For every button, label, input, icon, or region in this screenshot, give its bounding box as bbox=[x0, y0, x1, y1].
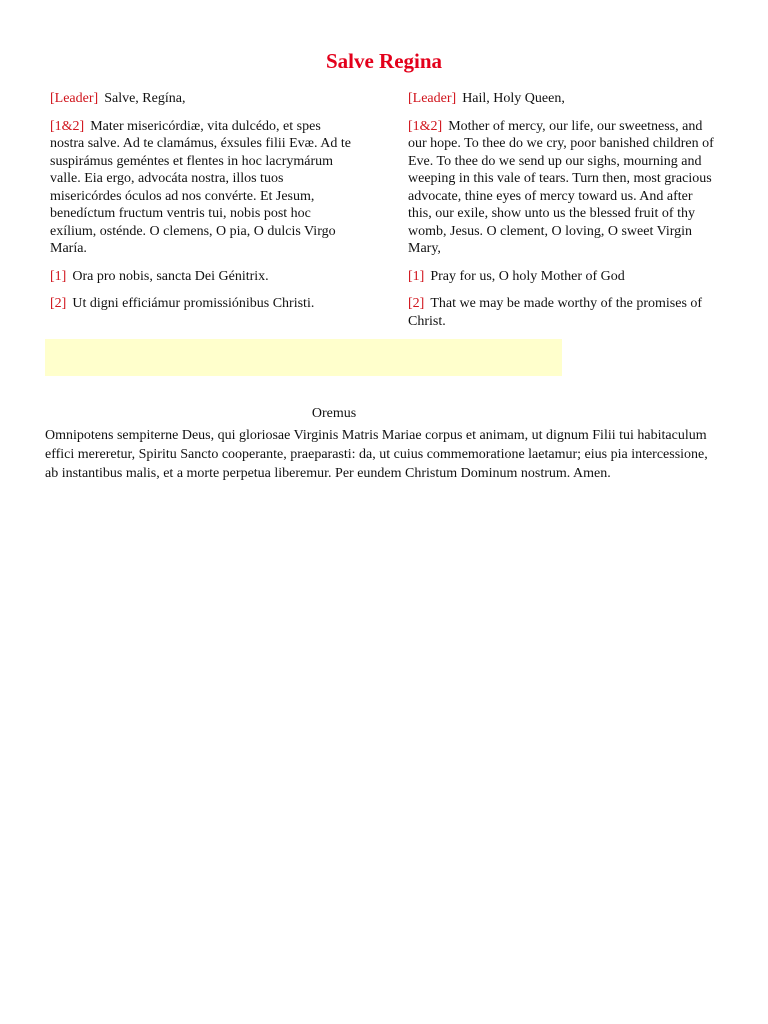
verse-text: That we may be made worthy of the promises of Christ. bbox=[408, 296, 703, 329]
verse-marker: [1&2] bbox=[408, 118, 443, 134]
page-title: Salve Regina bbox=[325, 49, 443, 73]
latin-verse-1and2 bbox=[50, 118, 356, 258]
english-verse-leader bbox=[408, 90, 718, 108]
verse-text: Hail, Holy Queen, bbox=[462, 91, 565, 106]
english-column bbox=[408, 90, 718, 340]
verse-marker: [1] bbox=[50, 268, 67, 284]
latin-verse-1 bbox=[50, 268, 356, 286]
verse-marker: [1] bbox=[408, 268, 425, 284]
highlight-band bbox=[45, 339, 562, 376]
verse-marker: [2] bbox=[50, 296, 67, 311]
verse-text: Mother of mercy, our life, our sweetness, and our hope. To thee do we cry, poor banished children of Eve. To thee do we send up our sighs, mourning and weeping in this vale of tears. Turn then, most gracious advocate, thine eyes of mercy toward us. And after this, our exile, show unto us the blessed fruit of thy womb, Jesus. O clement, O loving, O sweet Virgin Mary, bbox=[408, 118, 714, 256]
english-verse-2 bbox=[408, 295, 718, 330]
verse-text: Ut digni efficiámur promissiónibus Christi. bbox=[72, 296, 315, 311]
english-verse-1 bbox=[408, 268, 718, 286]
verse-marker: [2] bbox=[408, 296, 425, 311]
verse-text: Salve, Regína, bbox=[104, 91, 186, 106]
oremus-heading: Oremus bbox=[311, 406, 357, 421]
latin-column bbox=[50, 90, 356, 323]
verse-text: Pray for us, O holy Mother of God bbox=[430, 268, 625, 284]
oremus-prayer-text: Omnipotens sempiterne Deus, qui gloriosae Virginis Matris Mariae corpus et animam, ut dignum Filii tui habitaculum effici mereretur, Spiritu Sancto cooperante, praeparasti: da, ut cuius commemoratione laetamur; eius pia intercessione, ab instantibus malis, et a morte perpetua liberemur. Per eundem Christum Dominum nostrum. Amen. bbox=[45, 428, 708, 481]
latin-verse-leader bbox=[50, 90, 356, 108]
verse-marker: [1&2] bbox=[50, 118, 85, 134]
verse-text: Mater misericórdiæ, vita dulcédo, et spes nostra salve. Ad te clamámus, éxsules filii Evæ. Ad te suspirámus geméntes et flentes in hoc lacrymárum valle. Eia ergo, advocáta nostra, illos tuos misericórdes óculos ad nos convérte. Et Jesum, benedíctum fructum ventris tui, nobis post hoc exílium, osténde. O clemens, O pia, O dulcis Virgo María. bbox=[50, 118, 351, 256]
verse-marker: [Leader] bbox=[408, 91, 457, 106]
verse-marker: [Leader] bbox=[50, 91, 99, 106]
english-verse-1and2 bbox=[408, 118, 718, 258]
latin-verse-2 bbox=[50, 295, 356, 313]
verse-text: Ora pro nobis, sancta Dei Génitrix. bbox=[72, 268, 269, 284]
